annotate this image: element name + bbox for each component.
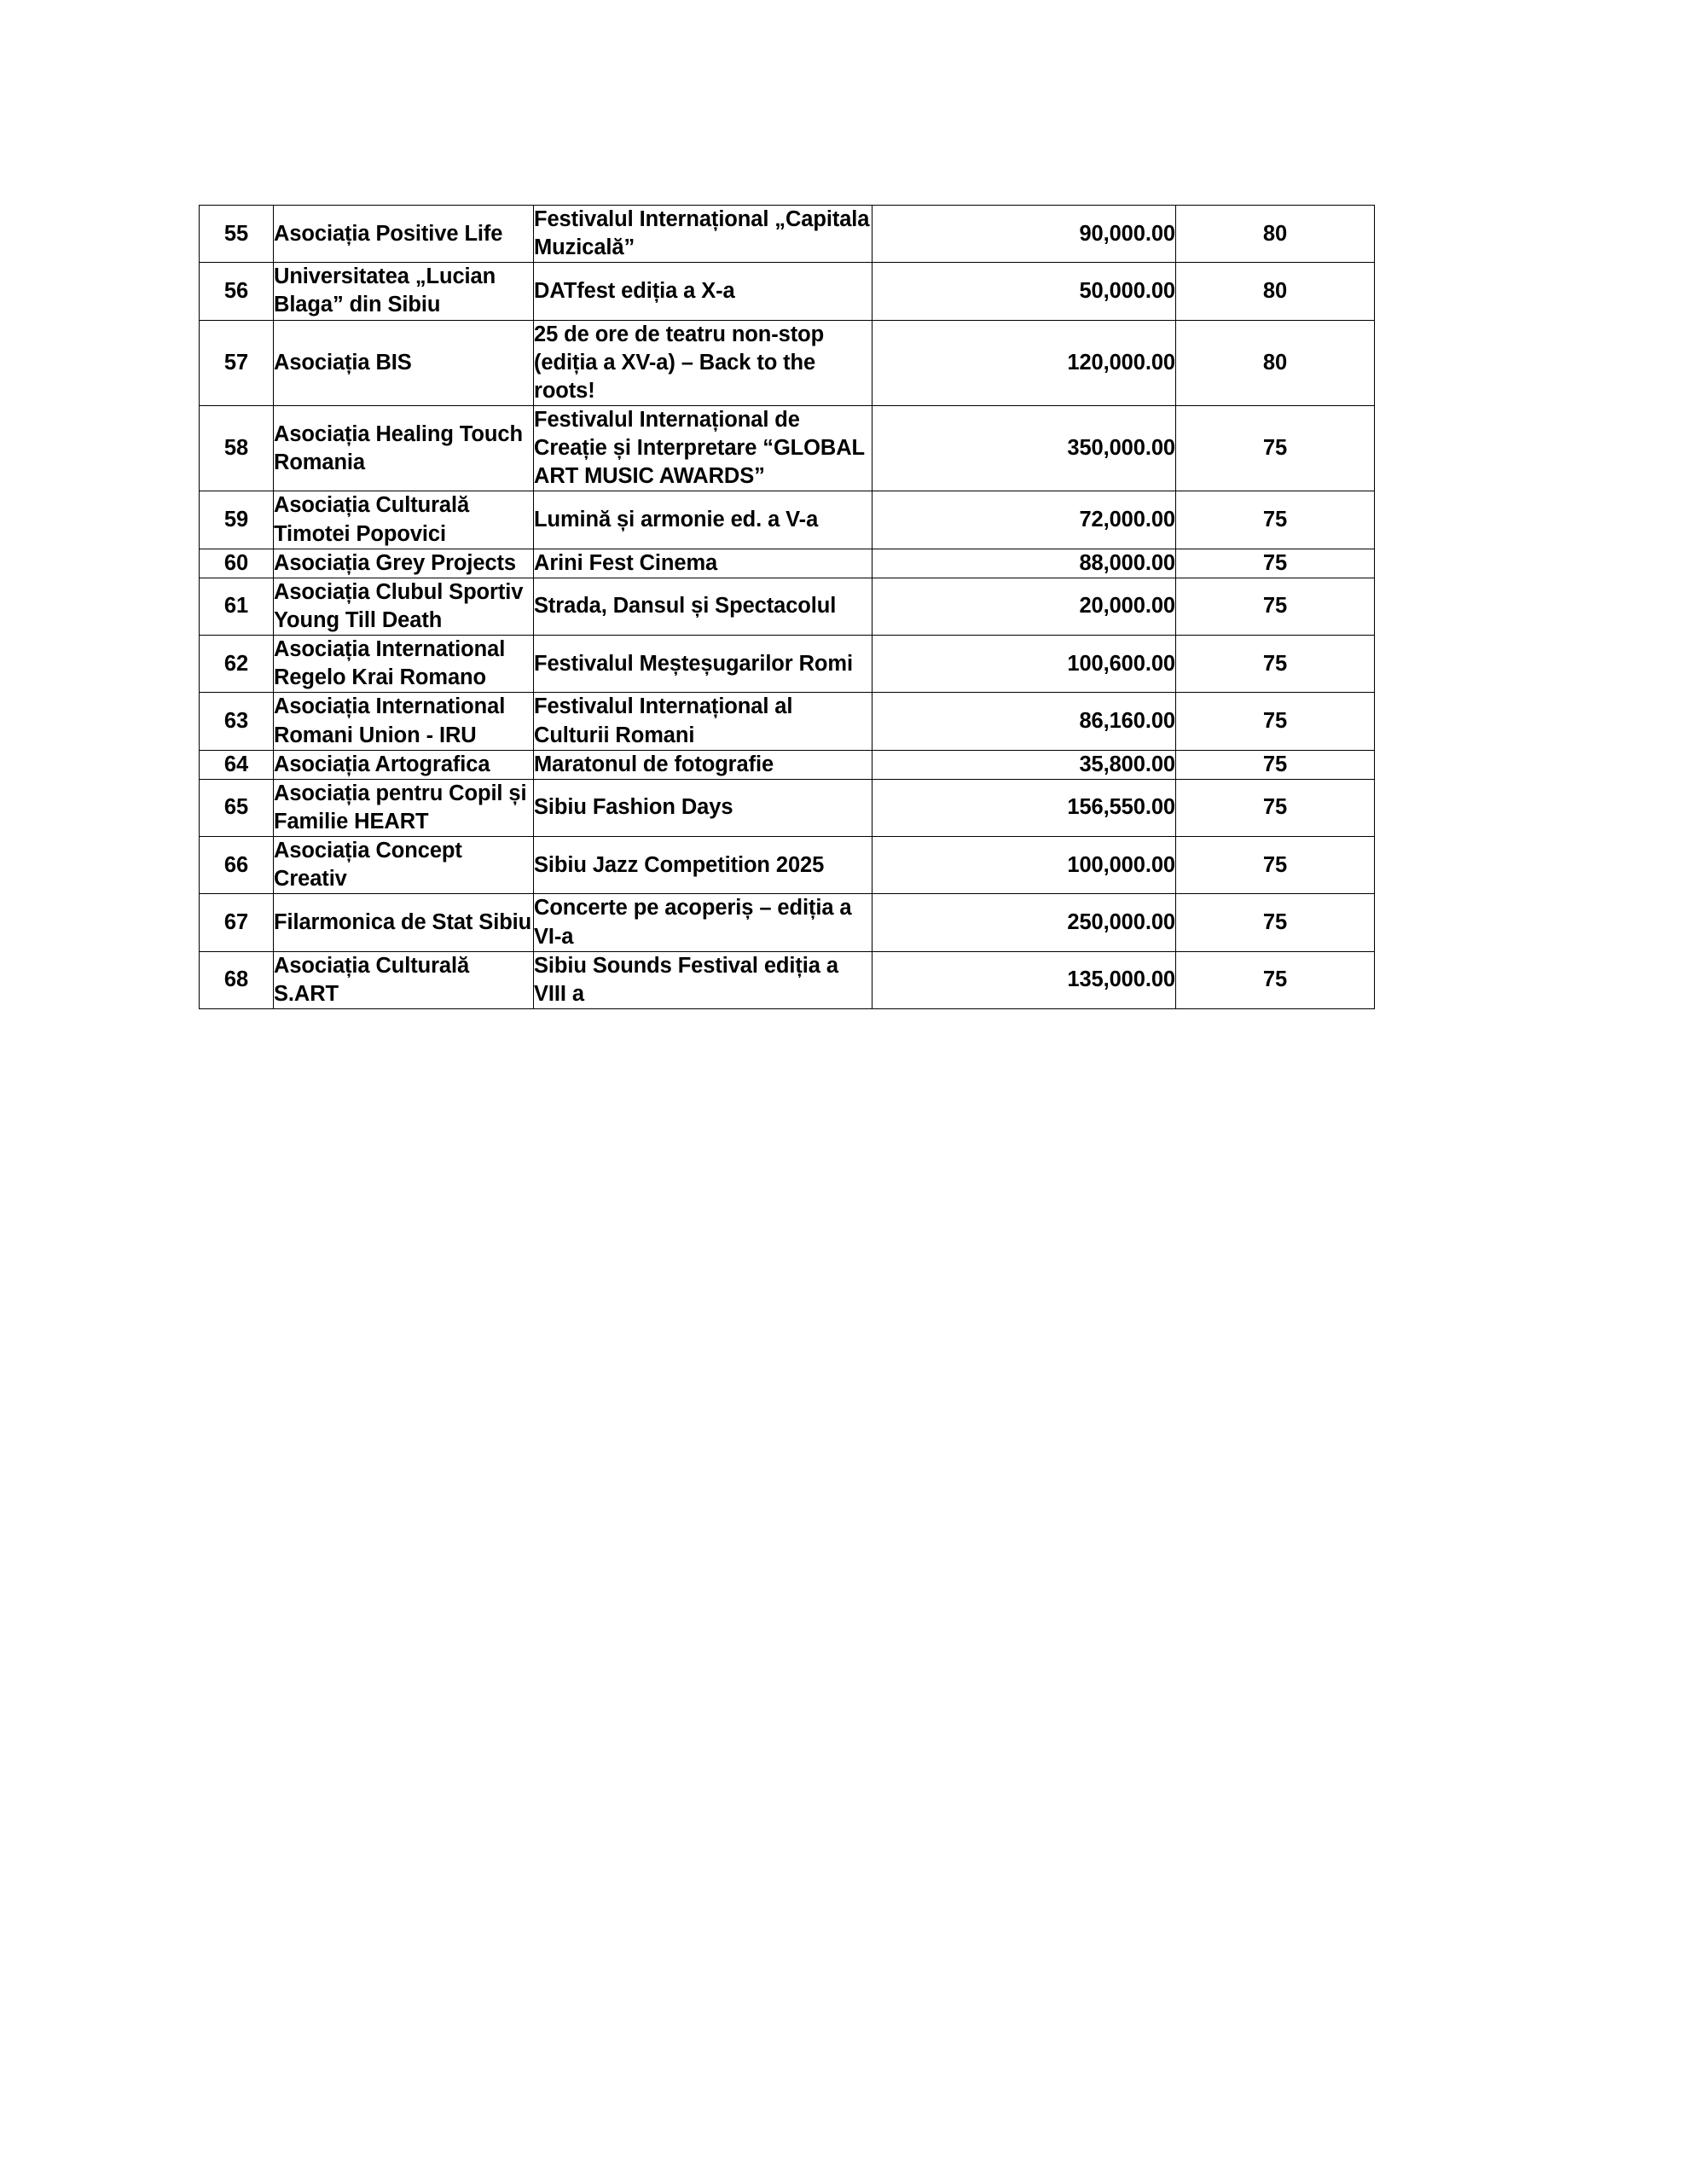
- project-title: Maratonul de fotografie: [534, 750, 872, 779]
- score-value: 75: [1176, 894, 1375, 951]
- amount-value: 135,000.00: [872, 951, 1176, 1008]
- amount-value: 86,160.00: [872, 693, 1176, 750]
- amount-value: 88,000.00: [872, 549, 1176, 578]
- score-value: 75: [1176, 405, 1375, 491]
- organization-name: Asociația Grey Projects: [274, 549, 534, 578]
- score-value: 80: [1176, 263, 1375, 320]
- project-title: Festivalul Internațional de Creație și Interpretare “GLOBAL ART MUSIC AWARDS”: [534, 405, 872, 491]
- project-title: Festivalul Internațional „Capitala Muzicală”: [534, 206, 872, 263]
- score-value: 75: [1176, 491, 1375, 549]
- row-number: 56: [200, 263, 274, 320]
- organization-name: Asociația Positive Life: [274, 206, 534, 263]
- row-number: 61: [200, 578, 274, 635]
- organization-name: Asociația Healing Touch Romania: [274, 405, 534, 491]
- score-value: 75: [1176, 750, 1375, 779]
- amount-value: 50,000.00: [872, 263, 1176, 320]
- table-row: [200, 779, 1375, 836]
- table-row: [200, 750, 1375, 779]
- organization-name: Filarmonica de Stat Sibiu: [274, 894, 534, 951]
- amount-value: 20,000.00: [872, 578, 1176, 635]
- project-title: Festivalul Internațional al Culturii Romani: [534, 693, 872, 750]
- grants-table: [199, 205, 1375, 1009]
- table-row: [200, 320, 1375, 405]
- amount-value: 100,000.00: [872, 837, 1176, 894]
- project-title: Strada, Dansul și Spectacolul: [534, 578, 872, 635]
- table-row: [200, 693, 1375, 750]
- row-number: 65: [200, 779, 274, 836]
- score-value: 75: [1176, 779, 1375, 836]
- amount-value: 250,000.00: [872, 894, 1176, 951]
- row-number: 62: [200, 636, 274, 693]
- organization-name: Asociația Culturală Timotei Popovici: [274, 491, 534, 549]
- table-row: [200, 491, 1375, 549]
- organization-name: Asociația Clubul Sportiv Young Till Death: [274, 578, 534, 635]
- table-row: [200, 263, 1375, 320]
- amount-value: 90,000.00: [872, 206, 1176, 263]
- table-body: [200, 206, 1375, 1009]
- project-title: Lumină și armonie ed. a V-a: [534, 491, 872, 549]
- score-value: 75: [1176, 693, 1375, 750]
- organization-name: Asociația Culturală S.ART: [274, 951, 534, 1008]
- project-title: DATfest ediția a X-a: [534, 263, 872, 320]
- amount-value: 35,800.00: [872, 750, 1176, 779]
- score-value: 75: [1176, 549, 1375, 578]
- organization-name: Asociația Artografica: [274, 750, 534, 779]
- project-title: Festivalul Meșteșugarilor Romi: [534, 636, 872, 693]
- amount-value: 72,000.00: [872, 491, 1176, 549]
- row-number: 68: [200, 951, 274, 1008]
- amount-value: 120,000.00: [872, 320, 1176, 405]
- score-value: 75: [1176, 951, 1375, 1008]
- table-row: [200, 636, 1375, 693]
- organization-name: Universitatea „Lucian Blaga” din Sibiu: [274, 263, 534, 320]
- row-number: 55: [200, 206, 274, 263]
- row-number: 63: [200, 693, 274, 750]
- row-number: 64: [200, 750, 274, 779]
- table-row: [200, 578, 1375, 635]
- project-title: Sibiu Fashion Days: [534, 779, 872, 836]
- amount-value: 350,000.00: [872, 405, 1176, 491]
- project-title: 25 de ore de teatru non-stop (ediția a XV-a) – Back to the roots!: [534, 320, 872, 405]
- row-number: 66: [200, 837, 274, 894]
- organization-name: Asociația International Regelo Krai Romano: [274, 636, 534, 693]
- table-row: [200, 549, 1375, 578]
- amount-value: 156,550.00: [872, 779, 1176, 836]
- organization-name: Asociația Concept Creativ: [274, 837, 534, 894]
- organization-name: Asociația International Romani Union - IRU: [274, 693, 534, 750]
- row-number: 59: [200, 491, 274, 549]
- table-row: [200, 405, 1375, 491]
- row-number: 57: [200, 320, 274, 405]
- table-row: [200, 206, 1375, 263]
- row-number: 58: [200, 405, 274, 491]
- score-value: 75: [1176, 636, 1375, 693]
- amount-value: 100,600.00: [872, 636, 1176, 693]
- row-number: 67: [200, 894, 274, 951]
- project-title: Sibiu Sounds Festival ediția a VIII a: [534, 951, 872, 1008]
- score-value: 75: [1176, 837, 1375, 894]
- organization-name: Asociația BIS: [274, 320, 534, 405]
- table-row: [200, 837, 1375, 894]
- score-value: 80: [1176, 206, 1375, 263]
- row-number: 60: [200, 549, 274, 578]
- score-value: 75: [1176, 578, 1375, 635]
- project-title: Concerte pe acoperiș – ediția a VI-a: [534, 894, 872, 951]
- table-row: [200, 894, 1375, 951]
- score-value: 80: [1176, 320, 1375, 405]
- project-title: Sibiu Jazz Competition 2025: [534, 837, 872, 894]
- project-title: Arini Fest Cinema: [534, 549, 872, 578]
- organization-name: Asociația pentru Copil și Familie HEART: [274, 779, 534, 836]
- table-row: [200, 951, 1375, 1008]
